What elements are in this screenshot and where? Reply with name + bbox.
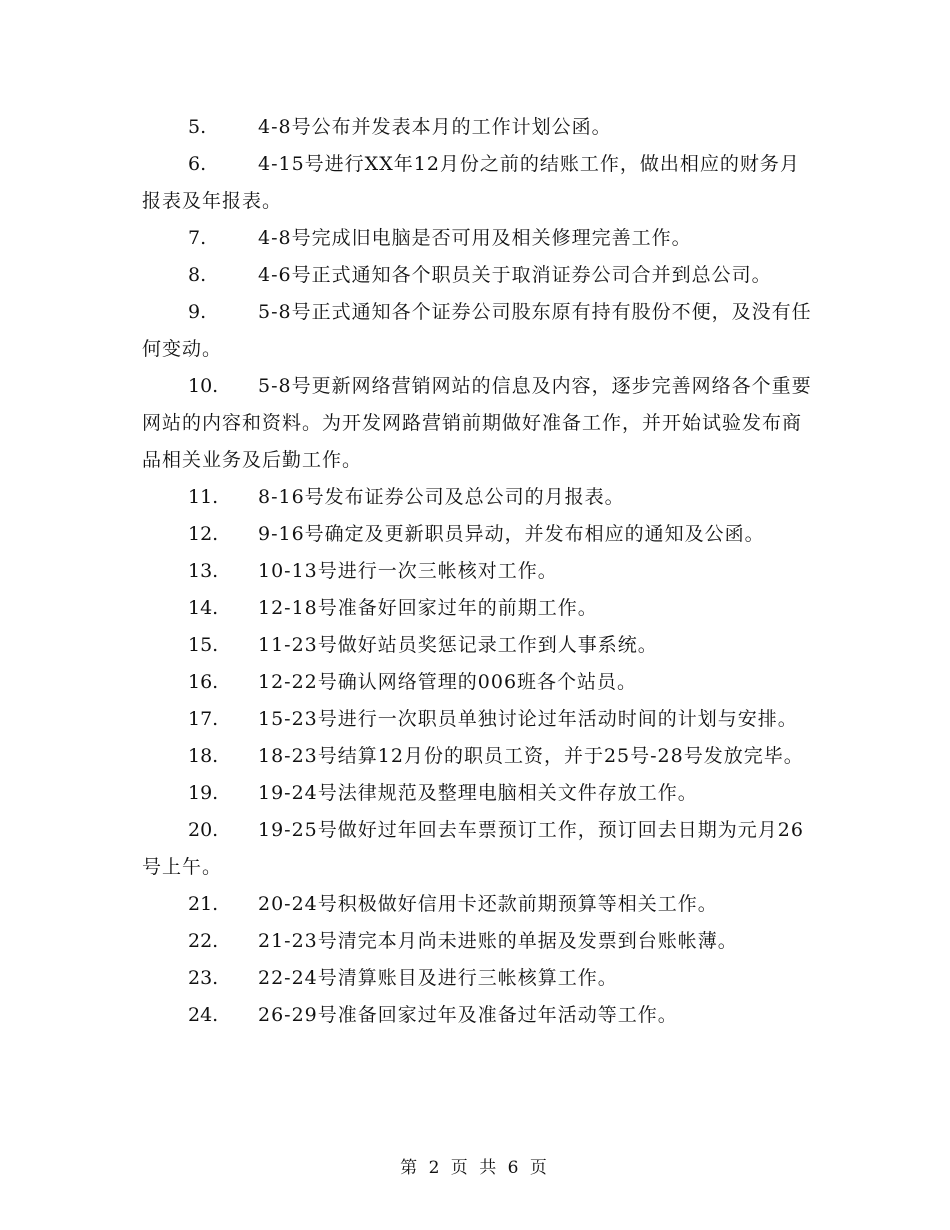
item-text: 21-23号清完本月尚未进账的单据及发票到台账帐薄。 xyxy=(258,930,738,952)
item-text: 9-16号确定及更新职员异动，并发布相应的通知及公函。 xyxy=(258,523,765,545)
item-text: 19-24号法律规范及整理电脑相关文件存放工作。 xyxy=(258,782,698,804)
item-number: 21. xyxy=(188,893,219,915)
list-item xyxy=(142,146,818,220)
item-number: 13. xyxy=(188,560,219,582)
item-text: 12-18号准备好回家过年的前期工作。 xyxy=(258,597,598,619)
item-text: 11-23号做好站员奖惩记录工作到人事系统。 xyxy=(258,634,658,656)
list-item xyxy=(142,368,818,479)
item-text: 18-23号结算12月份的职员工资，并于25号-28号发放完毕。 xyxy=(258,745,804,767)
item-number: 17. xyxy=(188,708,219,730)
page-footer: 第 2 页 共 6 页 xyxy=(400,1158,550,1178)
list-item xyxy=(142,701,818,738)
item-text: 4-6号正式通知各个职员关于取消证券公司合并到总公司。 xyxy=(258,264,772,286)
item-number: 6. xyxy=(188,153,207,175)
item-text: 15-23号进行一次职员单独讨论过年活动时间的计划与安排。 xyxy=(258,708,798,730)
item-text: 10-13号进行一次三帐核对工作。 xyxy=(258,560,558,582)
item-text: 5-8号更新网络营销网站的信息及内容，逐步完善网络各个重要网站的内容和资料。为开发网路营销前期做好准备工作，并开始试验发布商品相关业务及后勤工作。 xyxy=(142,375,812,471)
list-item xyxy=(142,775,818,812)
item-number: 7. xyxy=(188,227,207,249)
list-item xyxy=(142,516,818,553)
item-text: 20-24号积极做好信用卡还款前期预算等相关工作。 xyxy=(258,893,718,915)
item-number: 12. xyxy=(188,523,219,545)
list-item xyxy=(142,960,818,997)
item-text: 4-8号公布并发表本月的工作计划公函。 xyxy=(258,116,612,138)
list-item xyxy=(142,294,818,368)
item-text: 19-25号做好过年回去车票预订工作，预订回去日期为元月26号上午。 xyxy=(142,819,804,878)
item-number: 15. xyxy=(188,634,219,656)
list-item xyxy=(142,590,818,627)
item-number: 11. xyxy=(188,486,219,508)
list-item xyxy=(142,664,818,701)
list-item xyxy=(142,738,818,775)
list-item xyxy=(142,886,818,923)
list-item xyxy=(142,627,818,664)
list-item xyxy=(142,553,818,590)
item-number: 14. xyxy=(188,597,219,619)
item-text: 4-8号完成旧电脑是否可用及相关修理完善工作。 xyxy=(258,227,692,249)
list-item xyxy=(142,220,818,257)
work-plan-list xyxy=(142,109,818,1034)
list-item xyxy=(142,812,818,886)
item-number: 5. xyxy=(188,116,207,138)
item-number: 18. xyxy=(188,745,219,767)
item-text: 26-29号准备回家过年及准备过年活动等工作。 xyxy=(258,1004,678,1026)
list-item xyxy=(142,109,818,146)
list-item xyxy=(142,257,818,294)
item-text: 4-15号进行XX年12月份之前的结账工作，做出相应的财务月报表及年报表。 xyxy=(142,153,800,212)
list-item xyxy=(142,997,818,1034)
list-item xyxy=(142,923,818,960)
item-text: 8-16号发布证券公司及总公司的月报表。 xyxy=(258,486,625,508)
item-number: 16. xyxy=(188,671,219,693)
item-number: 9. xyxy=(188,301,207,323)
list-item xyxy=(142,479,818,516)
item-text: 5-8号正式通知各个证券公司股东原有持有股份不便，及没有任何变动。 xyxy=(142,301,812,360)
item-number: 23. xyxy=(188,967,219,989)
item-number: 19. xyxy=(188,782,219,804)
item-text: 12-22号确认网络管理的006班各个站员。 xyxy=(258,671,638,693)
item-text: 22-24号清算账目及进行三帐核算工作。 xyxy=(258,967,618,989)
item-number: 8. xyxy=(188,264,207,286)
item-number: 24. xyxy=(188,1004,219,1026)
item-number: 20. xyxy=(188,819,219,841)
item-number: 22. xyxy=(188,930,219,952)
item-number: 10. xyxy=(188,375,219,397)
